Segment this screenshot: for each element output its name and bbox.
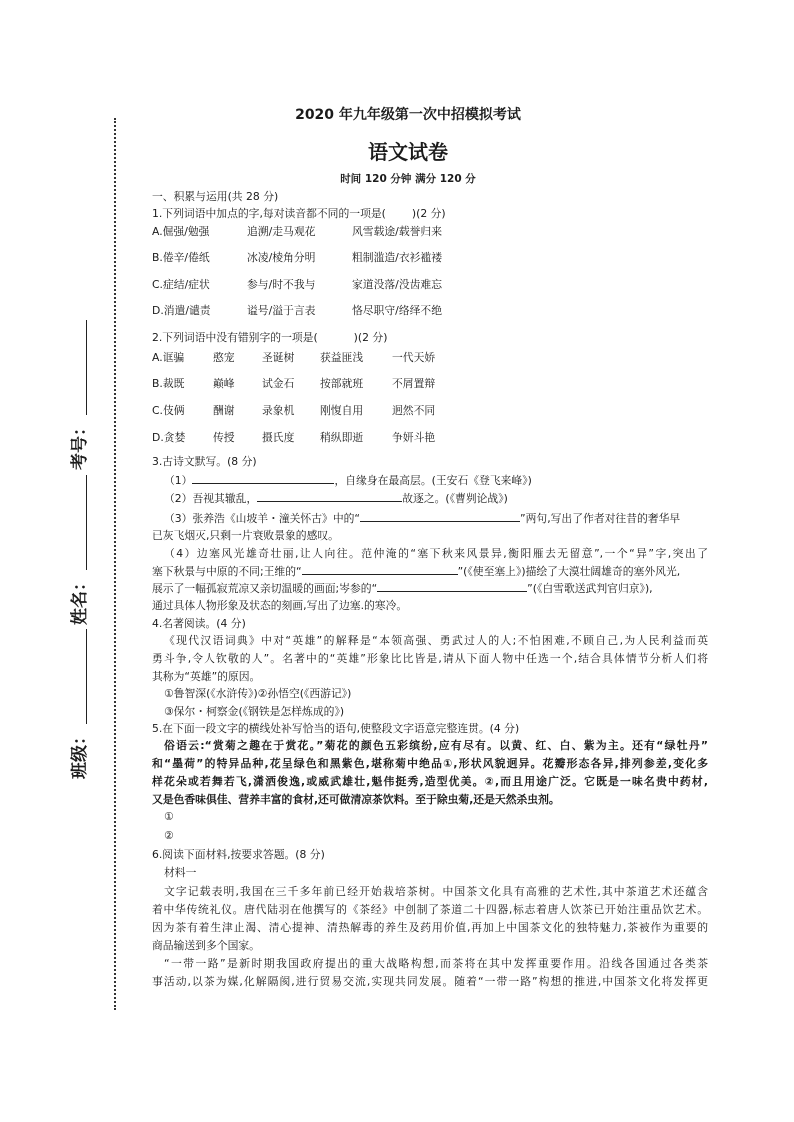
q6-material-label: 材料一 [164,866,197,879]
exam-number-label: 考号： [70,419,90,470]
q2-d-word4: 稍纵即逝 [320,431,364,444]
q2-c-word2: 酬谢 [213,404,235,417]
q2-d-word3: 摄氏度 [262,431,295,444]
q2-d-word2: 传授 [213,431,235,444]
q3-4-suffix-a: ”(《使至塞上》)描绘了大漠壮阔雄奇的塞外风光, [457,565,681,578]
q2-option-c [152,403,708,419]
q3-item-3-cont: 已灰飞烟灭,只剩一片衰败景象的感叹。 [152,529,339,542]
exam-title: 2020 年九年级第一次中招模拟考试 [295,107,521,123]
student-name-label: 姓名： [70,574,90,625]
q6-para2-line2: 事活动,以茶为媒,化解隔阂,进行贸易交流,实现共同发展。随着“一带一路”构想的推进,中国茶文化将发挥更 [152,975,708,988]
q3-4-blank-a [302,563,458,575]
q1-c-pair3: 家道没落/没齿难忘 [352,278,443,291]
q6-para1-line4: 商品输送到多个国家。 [152,939,260,952]
q3-2-prefix: （2）吾视其辙乱， [164,492,258,505]
student-name-field [66,475,90,625]
q5-passage-line3: 样花朵或若舞若飞,潇洒俊逸,或威武雄壮,魁伟挺秀,造型优美。②,而且用途广泛。它既是一味名贵中药材, [152,775,708,788]
q2-b-word4: 按部就班 [320,377,364,390]
exam-number-field [66,320,90,470]
q3-item-4-line2 [152,563,708,579]
q2-option-d [152,430,708,446]
class-label: 班级： [70,728,90,779]
q2-a-word2: 憨宠 [213,351,235,364]
q5-heading: 5.在下面一段文字的横线处补写恰当的语句,使整段文字语意完整连贯。(4 分) [152,722,520,735]
q2-b-word1: B.裁既 [152,377,185,390]
q1-c-pair1: C.症结/症状 [152,278,210,291]
q2-d-word1: D.贪婪 [152,431,186,444]
q1-stem-text: 1.下列词语中加点的字,每对读音都不同的一项是( [152,207,386,220]
q1-a-pair3: 风雪载途/载誉归来 [352,225,443,238]
q4-choices-1: ①鲁智深(《水浒传》)②孙悟空(《西游记》) [164,687,352,700]
q1-d-pair3: 恪尽职守/络绎不绝 [352,304,443,317]
q3-1-suffix: ，自缘身在最高层。(王安石《登飞来峰》) [334,474,532,487]
q3-item-4-line3 [152,580,708,596]
q3-4-suffix-b: ”(《白雪歌送武判官归京》), [527,582,653,595]
q5-passage-line4: 又是色香味俱佳、营养丰富的食材,还可做清凉茶饮料。至于除虫菊,还是天然杀虫剂。 [152,793,560,806]
q3-3-suffix: ”两句,写出了作者对往昔的奢华早 [520,512,681,525]
q4-choices-2: ③保尔・柯察金(《钢铁是怎样炼成的》) [164,705,345,718]
q3-4-prefix-b: 展示了一幅孤寂荒凉又亲切温暖的画面;岑参的“ [152,582,378,595]
q6-para1-line1: 文字记载表明,我国在三千多年前已经开始栽培茶树。中国茶文化具有高雅的艺术性,其中茶道艺术还蕴含 [164,885,708,898]
q2-stem [152,330,708,346]
q4-text-line1: 《现代汉语词典》中对“英雄”的解释是“本领高强、勇武过人的人;不怕困难,不顾自己,为人民利益而英 [164,634,708,647]
q2-a-word5: 一代天娇 [392,351,436,364]
q1-option-a [152,224,708,240]
q1-b-pair1: B.倦辛/倦纸 [152,251,210,264]
q3-item-2 [164,490,708,506]
q3-2-suffix: 故逐之。(《曹刿论战》) [402,492,508,505]
q4-text-line2: 勇斗争,令人钦敬的人”。名著中的“英雄”形象比比皆是,请从下面人物中任选一个,结合具体情节分析人们将 [152,652,708,665]
q3-3-blank [360,510,520,522]
q2-c-word3: 录象机 [262,404,295,417]
q3-item-4-line4: 通过具体人物形象及状态的刻画,写出了边塞.的寒冷。 [152,599,408,612]
exam-number-line [68,320,87,415]
q3-item-1 [164,472,708,488]
q2-a-word4: 获益匪浅 [320,351,364,364]
q3-2-blank [257,490,402,502]
q1-option-d [152,303,708,319]
q6-heading: 6.阅读下面材料,按要求答题。(8 分) [152,848,325,861]
q1-a-pair2: 追溯/走马观花 [247,225,316,238]
q1-a-pair1: A.倔强/勉强 [152,225,210,238]
q3-1-blank [192,472,334,484]
q6-para2-line1: “一带一路”是新时期我国政府提出的重大战略构想,而茶将在其中发挥重要作用。沿线各国通过各类茶 [164,957,708,970]
q5-answer-2: ② [164,829,174,842]
class-field [66,629,90,779]
q3-item-3 [164,510,708,526]
q2-b-word3: 试金石 [262,377,295,390]
q3-4-blank-b [377,580,527,592]
q2-a-word3: 圣诞树 [262,351,295,364]
student-name-line [68,475,87,570]
exam-time-score: 时间 120 分钟 满分 120 分 [340,173,476,185]
q1-option-b [152,250,708,266]
paper-subtitle: 语文试卷 [368,140,448,164]
q3-1-prefix: （1） [164,474,193,487]
q6-para1-line2: 着中华传统礼仪。唐代陆羽在他撰写的《茶经》中创制了茶道二十四器,标志着唐人饮茶已开始注重品饮艺术。 [152,903,708,916]
class-line [68,629,87,724]
q2-a-word1: A.诓骗 [152,351,185,364]
q2-c-word5: 迥然不同 [392,404,436,417]
q1-d-pair1: D.消遣/谴责 [152,304,211,317]
q3-item-4-line1: （4）边塞风光雄奇壮丽,让人向往。范仲淹的“塞下秋来风景异,衡阳雁去无留意”,一个“异”字,突出了 [164,547,708,560]
q3-heading: 3.古诗文默写。(8 分) [152,455,257,468]
q2-b-word2: 巅峰 [213,377,235,390]
q6-para1-line3: 因为茶有着生津止渴、清心提神、清热解毒的养生及药用价值,再加上中国茶文化的独特魅力,茶被作为重要的 [152,921,708,934]
q2-option-b [152,376,708,392]
q2-stem-text: 2.下列词语中没有错别字的一项是( [152,331,318,344]
q1-c-pair2: 参与/时不我与 [247,278,316,291]
q5-passage-line1: 俗语云:“赏菊之趣在于赏花。”菊花的颜色五彩缤纷,应有尽有。以黄、红、白、紫为主。还有“绿牡丹” [164,739,708,752]
q1-b-pair2: 冰凌/棱角分明 [247,251,316,264]
q1-b-pair3: 粗制滥造/衣衫褴褛 [352,251,443,264]
q2-d-word5: 争妍斗艳 [392,431,436,444]
binding-dotted-line [114,118,116,1010]
q5-answer-1: ① [164,810,174,823]
part1-heading: 一、积累与运用(共 28 分) [152,190,279,203]
q2-b-word5: 不屑置辩 [392,377,436,390]
q1-stem-score: )(2 分) [411,207,446,220]
q1-stem [152,206,708,222]
q5-passage-line2: 和“墨荷”的特异品种,花呈绿色和黑紫色,堪称菊中绝品①,形状风貌迥异。花瓣形态各异,排列参差,变化多 [152,757,708,770]
q2-c-word4: 刚愎自用 [320,404,364,417]
q2-option-a [152,350,708,366]
q2-stem-score: )(2 分) [353,331,388,344]
q3-3-prefix: （3）张养浩《山坡羊・潼关怀古》中的“ [164,512,361,525]
q1-d-pair2: 谥号/溢于言表 [247,304,316,317]
q2-c-word1: C.伎俩 [152,404,185,417]
q1-option-c [152,277,708,293]
q4-text-line3: 其称为“英雄”的原因。 [152,670,261,683]
q4-heading: 4.名著阅读。(4 分) [152,617,246,630]
q3-4-prefix-a: 塞下秋景与中原的不同;王维的“ [152,565,302,578]
